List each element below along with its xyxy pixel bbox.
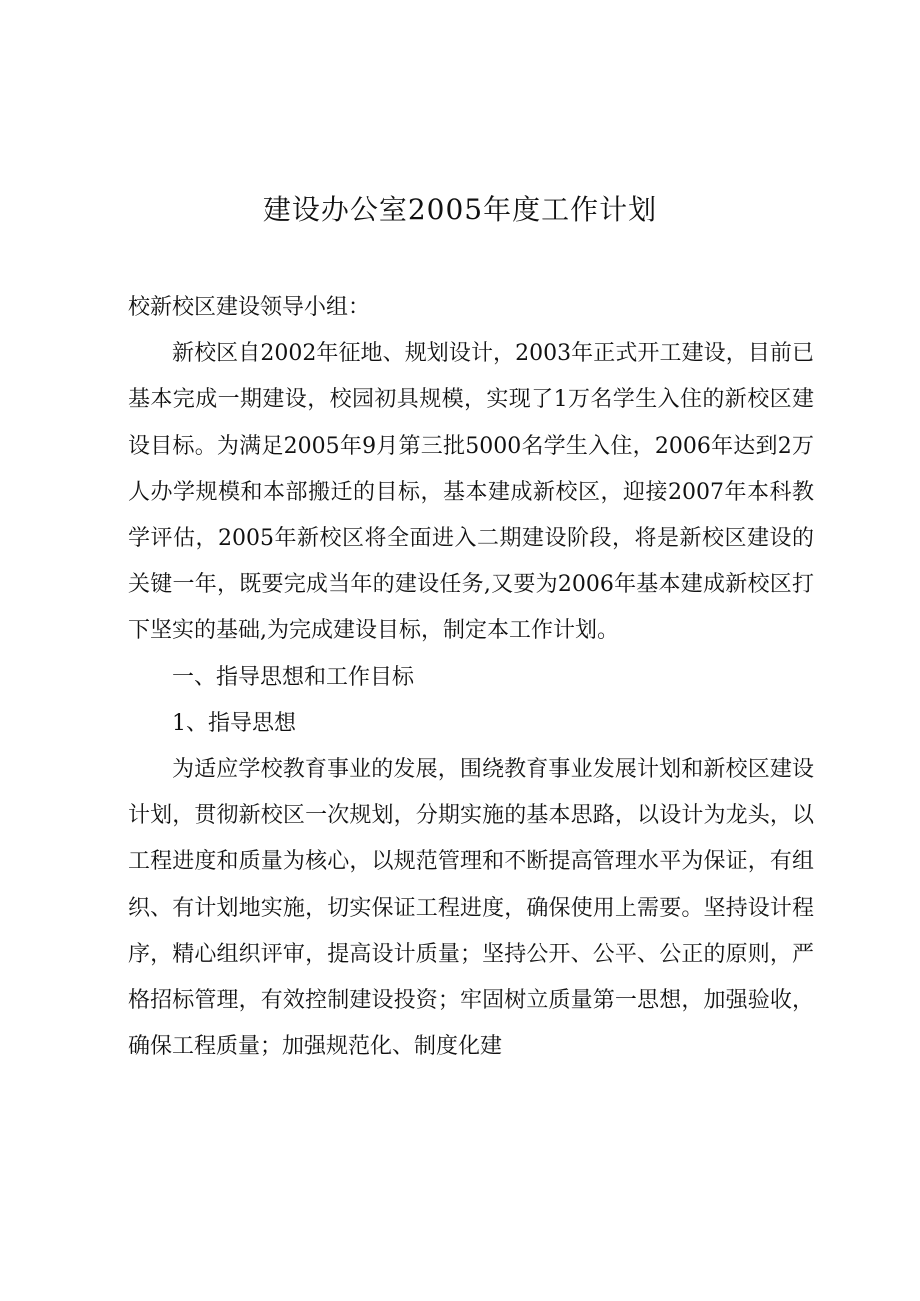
salutation: 校新校区建设领导小组： bbox=[128, 295, 371, 320]
guiding-paragraph: 为适应学校教育事业的发展，围绕教育事业发展计划和新校区建设计划，贯彻新校区一次规划，分期实施的基本思路，以设计为龙头，以工程进度和质量为核心，以规范管理和不断提高管理水平为保证，有组织、有计划地实施，切实保证工程进度，确保使用上需要。坚持设计程序，精心组织评审，提高设计质量；坚持公开、公平、公正的原则，严格招标管理，有效控制建设投资；牢固树立质量第一思想，加强验收，确保工程质量；加强规范化、制度化建 bbox=[128, 757, 814, 1060]
subsection-heading: 1、指导思想 bbox=[172, 710, 296, 736]
document-title: 建设办公室2005年度工作计划 bbox=[262, 193, 658, 226]
document-body bbox=[128, 285, 814, 1070]
section-heading: 一、指导思想和工作目标 bbox=[172, 664, 415, 690]
intro-paragraph: 新校区自2002年征地、规划设计，2003年正式开工建设，目前已基本完成一期建设，校园初具规模，实现了1万名学生入住的新校区建设目标。为满足2005年9月第三批5000名学生入住，2006年达到2万人办学规模和本部搬迁的目标，基本建成新校区，迎接2007年本科教学评估，2005年新校区将全面进入二期建设阶段，将是新校区建设的关键一年，既要完成当年的建设任务,又要为2006年基本建成新校区打下坚实的基础,为完成建设目标，制定本工作计划。 bbox=[128, 341, 814, 644]
